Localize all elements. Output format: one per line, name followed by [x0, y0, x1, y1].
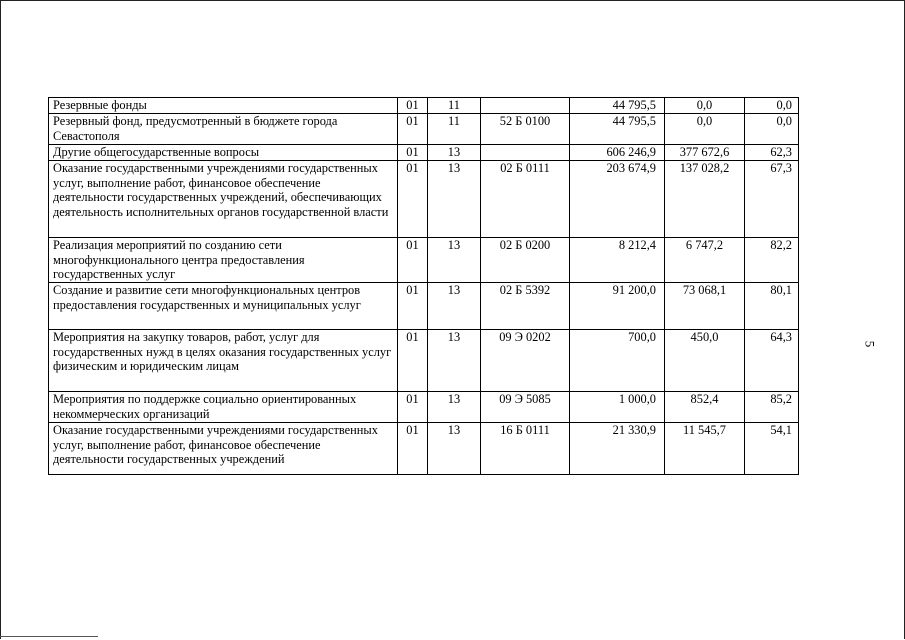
row-actual: 137 028,2 — [665, 161, 745, 238]
row-actual: 0,0 — [665, 98, 745, 114]
row-section: 01 — [398, 392, 428, 423]
row-target: 02 Б 5392 — [481, 283, 570, 330]
row-subsection: 13 — [428, 283, 481, 330]
row-target: 09 Э 5085 — [481, 392, 570, 423]
row-percent: 64,3 — [745, 330, 799, 392]
row-plan: 203 674,9 — [570, 161, 665, 238]
row-section: 01 — [398, 114, 428, 145]
row-name: Оказание государственными учреждениями государственных услуг, выполнение работ, финансовое обеспечение деятельности государственных учреждений — [49, 423, 398, 475]
row-section: 01 — [398, 423, 428, 475]
row-target: 02 Б 0200 — [481, 238, 570, 283]
row-plan: 44 795,5 — [570, 114, 665, 145]
table-row — [49, 330, 799, 392]
row-target: 09 Э 0202 — [481, 330, 570, 392]
row-section: 01 — [398, 161, 428, 238]
row-section: 01 — [398, 98, 428, 114]
row-name: Мероприятия по поддержке социально ориентированных некоммерческих организаций — [49, 392, 398, 423]
table-row — [49, 161, 799, 238]
row-plan: 606 246,9 — [570, 145, 665, 161]
row-percent: 62,3 — [745, 145, 799, 161]
row-section: 01 — [398, 145, 428, 161]
row-section: 01 — [398, 238, 428, 283]
table-row — [49, 114, 799, 145]
row-target — [481, 145, 570, 161]
row-subsection: 11 — [428, 98, 481, 114]
row-actual: 11 545,7 — [665, 423, 745, 475]
row-plan: 91 200,0 — [570, 283, 665, 330]
table-row — [49, 392, 799, 423]
row-actual: 377 672,6 — [665, 145, 745, 161]
page-number: 5 — [862, 340, 878, 348]
scan-edge-line — [0, 636, 98, 637]
row-subsection: 13 — [428, 161, 481, 238]
row-target: 52 Б 0100 — [481, 114, 570, 145]
table-row — [49, 238, 799, 283]
row-plan: 1 000,0 — [570, 392, 665, 423]
row-name: Резервные фонды — [49, 98, 398, 114]
row-name: Мероприятия на закупку товаров, работ, услуг для государственных нужд в целях оказания государственных услуг физическим и юридическим лицам — [49, 330, 398, 392]
row-subsection: 13 — [428, 330, 481, 392]
table-row — [49, 145, 799, 161]
row-subsection: 11 — [428, 114, 481, 145]
table-row — [49, 283, 799, 330]
row-actual: 6 747,2 — [665, 238, 745, 283]
row-plan: 21 330,9 — [570, 423, 665, 475]
row-subsection: 13 — [428, 392, 481, 423]
budget-table — [48, 97, 799, 475]
row-percent: 82,2 — [745, 238, 799, 283]
row-target — [481, 98, 570, 114]
row-plan: 700,0 — [570, 330, 665, 392]
row-section: 01 — [398, 283, 428, 330]
table-row — [49, 423, 799, 475]
row-section: 01 — [398, 330, 428, 392]
row-percent: 54,1 — [745, 423, 799, 475]
row-name: Резервный фонд, предусмотренный в бюджете города Севастополя — [49, 114, 398, 145]
row-target: 02 Б 0111 — [481, 161, 570, 238]
row-percent: 0,0 — [745, 98, 799, 114]
row-actual: 0,0 — [665, 114, 745, 145]
row-percent: 85,2 — [745, 392, 799, 423]
table-row — [49, 98, 799, 114]
row-name: Реализация мероприятий по созданию сети многофункционального центра предоставления государственных услуг — [49, 238, 398, 283]
row-subsection: 13 — [428, 423, 481, 475]
row-plan: 8 212,4 — [570, 238, 665, 283]
row-actual: 450,0 — [665, 330, 745, 392]
row-percent: 80,1 — [745, 283, 799, 330]
row-target: 16 Б 0111 — [481, 423, 570, 475]
row-name: Создание и развитие сети многофункциональных центров предоставления государственных и муниципальных услуг — [49, 283, 398, 330]
row-name: Другие общегосударственные вопросы — [49, 145, 398, 161]
row-percent: 67,3 — [745, 161, 799, 238]
row-actual: 73 068,1 — [665, 283, 745, 330]
row-actual: 852,4 — [665, 392, 745, 423]
row-name: Оказание государственными учреждениями государственных услуг, выполнение работ, финансовое обеспечение деятельности государственных учреждений, обеспечивающих деятельность исполнительных органов государственной власти — [49, 161, 398, 238]
row-subsection: 13 — [428, 238, 481, 283]
row-subsection: 13 — [428, 145, 481, 161]
row-plan: 44 795,5 — [570, 98, 665, 114]
row-percent: 0,0 — [745, 114, 799, 145]
